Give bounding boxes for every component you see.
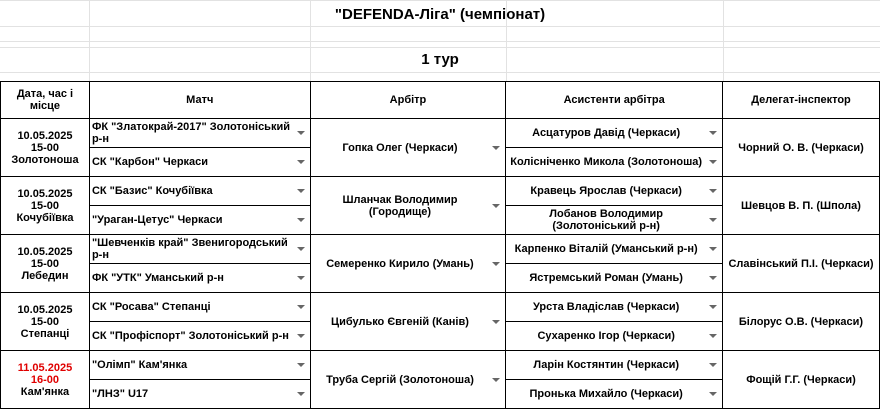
match-date-cell — [1, 293, 90, 351]
match-place: Кочубіївка — [16, 211, 74, 224]
match-date-cell — [1, 177, 90, 235]
match-row — [1, 177, 880, 206]
delegate-cell — [722, 177, 879, 235]
dropdown-arrow-icon[interactable] — [709, 305, 717, 309]
match-time: 15-00 — [30, 257, 60, 270]
dropdown-arrow-icon[interactable] — [492, 378, 500, 382]
match-row — [1, 351, 880, 380]
team2-name: СК "Карбон" Черкаси — [91, 156, 209, 168]
dropdown-arrow-icon[interactable] — [492, 146, 500, 150]
assistant1-select[interactable] — [506, 351, 723, 380]
header-match: Матч — [89, 82, 310, 119]
header-date: Дата, час і місце — [1, 82, 90, 119]
team2-name: "ЛНЗ" U17 — [91, 388, 149, 400]
header-delegate: Делегат-інспектор — [722, 82, 879, 119]
dropdown-arrow-icon[interactable] — [709, 218, 717, 222]
assistant1-select[interactable] — [506, 119, 723, 148]
delegate-cell — [722, 119, 879, 177]
team2-select[interactable] — [89, 322, 310, 351]
assistant1-name: Урста Владіслав (Черкаси) — [532, 301, 680, 313]
assistant2-name: Лобанов Володимир (Золотоніський р-н) — [549, 208, 663, 232]
team2-name: ФК "УТК" Уманський р-н — [91, 272, 224, 284]
delegate-name: Славінський П.І. (Черкаси) — [728, 257, 874, 270]
match-place: Кам'янка — [20, 385, 70, 398]
team2-select[interactable] — [89, 206, 310, 235]
dropdown-arrow-icon[interactable] — [709, 334, 717, 338]
delegate-name: Білорус О.В. (Черкаси) — [738, 315, 864, 328]
match-time: 15-00 — [30, 315, 60, 328]
delegate-name: Чорний О. В. (Черкаси) — [738, 141, 864, 154]
dropdown-arrow-icon[interactable] — [297, 218, 305, 222]
match-row — [1, 235, 880, 264]
referee-name: Цибулько Євгеній (Канів) — [331, 315, 469, 328]
team2-name: СК "Профіспорт" Золотоніський р-н — [91, 330, 289, 342]
assistant1-select[interactable] — [506, 177, 723, 206]
team1-select[interactable] — [89, 293, 310, 322]
delegate-name: Шевцов В. П. (Шпола) — [741, 199, 861, 212]
team1-select[interactable] — [89, 119, 310, 148]
team1-name: СК "Росава" Степанці — [91, 301, 211, 313]
dropdown-arrow-icon[interactable] — [709, 247, 717, 251]
assistant2-name: Колісніченко Микола (Золотоноша) — [510, 156, 703, 168]
dropdown-arrow-icon[interactable] — [709, 392, 717, 396]
team1-name: "Олімп" Кам'янка — [91, 359, 188, 371]
dropdown-arrow-icon[interactable] — [492, 262, 500, 266]
team1-name: ФК "Златокрай-2017" Золотоніський р-н — [91, 121, 290, 145]
assistant2-name: Ястремський Роман (Умань) — [529, 272, 683, 284]
referee-name: Гопка Олег (Черкаси) — [342, 141, 458, 154]
team2-select[interactable] — [89, 380, 310, 409]
match-date: 10.05.2025 — [17, 129, 73, 142]
match-date-cell — [1, 235, 90, 293]
assistant1-name: Асцатуров Давід (Черкаси) — [532, 127, 681, 139]
referee-name: Шланчак Володимир (Городище) — [342, 193, 458, 218]
team2-name: "Ураган-Цетус" Черкаси — [91, 214, 223, 226]
match-date: 10.05.2025 — [17, 303, 73, 316]
delegate-name: Фощій Г.Г. (Черкаси) — [746, 373, 856, 386]
dropdown-arrow-icon[interactable] — [297, 392, 305, 396]
assistant1-select[interactable] — [506, 235, 723, 264]
header-assistants: Асистенти арбітра — [506, 82, 723, 119]
match-date-cell — [1, 119, 90, 177]
dropdown-arrow-icon[interactable] — [297, 334, 305, 338]
assistant2-select[interactable] — [506, 206, 723, 235]
assistant2-name: Пронька Михайло (Черкаси) — [529, 388, 683, 400]
referee-select[interactable] — [310, 235, 506, 293]
team1-select[interactable] — [89, 351, 310, 380]
header-referee: Арбітр — [310, 82, 506, 119]
match-place: Лебедин — [21, 269, 69, 282]
referee-select[interactable] — [310, 293, 506, 351]
match-row — [1, 119, 880, 148]
dropdown-arrow-icon[interactable] — [297, 189, 305, 193]
sheet-title: "DEFENDA-Ліга" (чемпіонат) — [334, 6, 546, 23]
dropdown-arrow-icon[interactable] — [297, 160, 305, 164]
match-time: 15-00 — [30, 141, 60, 154]
dropdown-arrow-icon[interactable] — [709, 160, 717, 164]
referee-select[interactable] — [310, 119, 506, 177]
dropdown-arrow-icon[interactable] — [297, 305, 305, 309]
assistant1-name: Кравець Ярослав (Черкаси) — [530, 185, 682, 197]
team2-select[interactable] — [89, 264, 310, 293]
dropdown-arrow-icon[interactable] — [709, 189, 717, 193]
dropdown-arrow-icon[interactable] — [297, 363, 305, 367]
schedule-table — [0, 81, 880, 409]
match-row — [1, 293, 880, 322]
dropdown-arrow-icon[interactable] — [709, 131, 717, 135]
assistant2-select[interactable] — [506, 322, 723, 351]
dropdown-arrow-icon[interactable] — [709, 363, 717, 367]
match-date: 10.05.2025 — [17, 187, 73, 200]
referee-select[interactable] — [310, 177, 506, 235]
team2-select[interactable] — [89, 148, 310, 177]
dropdown-arrow-icon[interactable] — [492, 320, 500, 324]
assistant2-select[interactable] — [506, 380, 723, 409]
match-date: 10.05.2025 — [17, 245, 73, 258]
dropdown-arrow-icon[interactable] — [492, 204, 500, 208]
referee-name: Труба Сергій (Золотоноша) — [326, 373, 474, 386]
team1-select[interactable] — [89, 235, 310, 264]
match-place: Степанці — [20, 327, 70, 340]
match-place: Золотоноша — [11, 153, 79, 166]
referee-name: Семеренко Кирило (Умань) — [326, 257, 474, 270]
team1-name: "Шевченків край" Звенигородський р-н — [91, 237, 288, 261]
match-time: 16-00 — [30, 373, 60, 386]
assistant2-select[interactable] — [506, 148, 723, 177]
assistant1-select[interactable] — [506, 293, 723, 322]
assistant2-select[interactable] — [506, 264, 723, 293]
assistant2-name: Сухаренко Ігор (Черкаси) — [537, 330, 675, 342]
delegate-cell — [722, 293, 879, 351]
round-title: 1 тур — [421, 51, 459, 68]
assistant1-name: Ларін Костянтин (Черкаси) — [533, 359, 679, 371]
dropdown-arrow-icon[interactable] — [297, 247, 305, 251]
team1-select[interactable] — [89, 177, 310, 206]
header-row — [1, 82, 880, 119]
team1-name: СК "Базис" Кочубіївка — [91, 185, 213, 197]
delegate-cell — [722, 235, 879, 293]
dropdown-arrow-icon[interactable] — [297, 131, 305, 135]
dropdown-arrow-icon[interactable] — [709, 276, 717, 280]
match-time: 15-00 — [30, 199, 60, 212]
assistant1-name: Карпенко Віталій (Уманський р-н) — [514, 243, 698, 255]
match-date: 11.05.2025 — [17, 361, 73, 374]
dropdown-arrow-icon[interactable] — [297, 276, 305, 280]
